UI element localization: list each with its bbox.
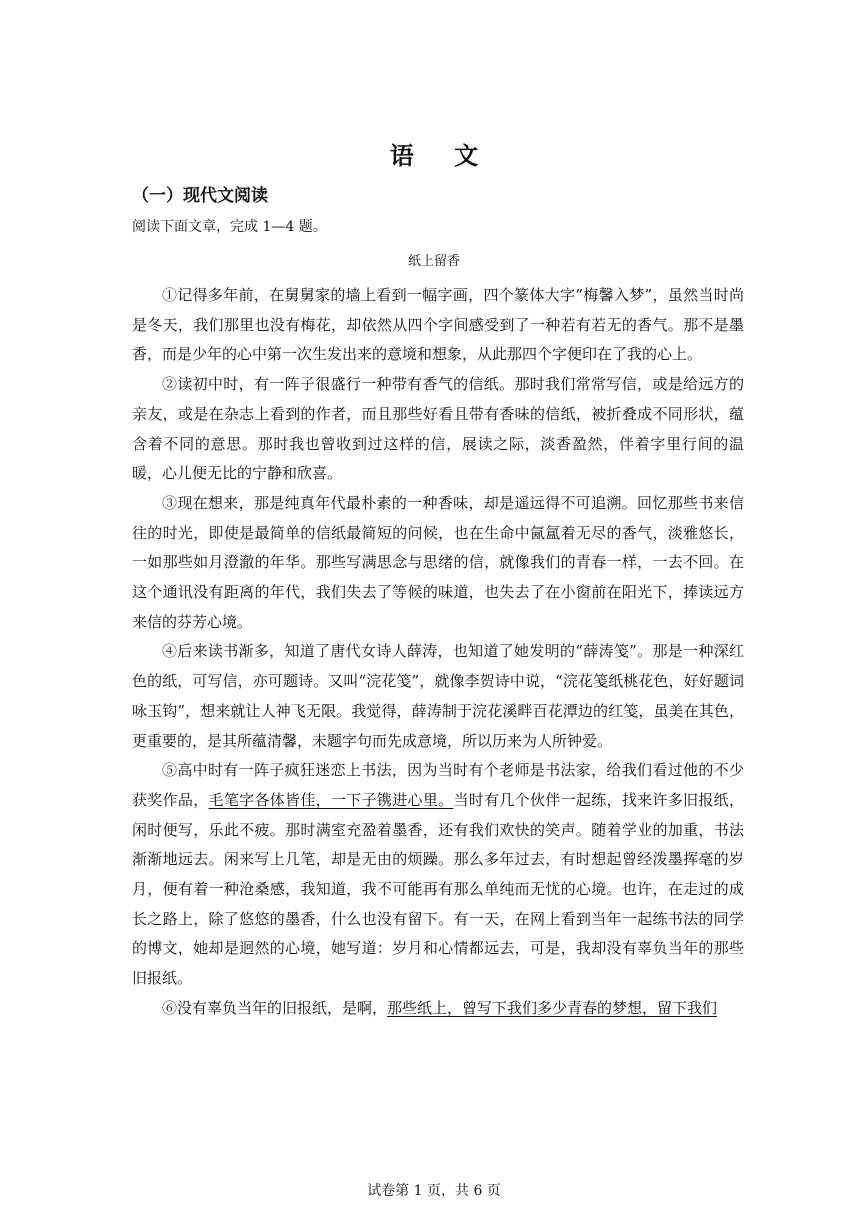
paragraph-6-underlined-sentence: 那些纸上，曾写下我们多少青春的梦想，留下我们 <box>387 998 718 1017</box>
reading-instructions: 阅读下面文章，完成 1—4 题。 <box>132 219 327 235</box>
paragraph-4: ④后来读书渐多，知道了唐代女诗人薛涛，也知道了她发明的“薛涛笺”。那是一种深红色的纸，可写信，亦可题诗。又叫“浣花笺”，就像李贺诗中说，“浣花笺纸桃花色，好好题词咏玉钩”，想来就让人神飞无限。我觉得，薛涛制于浣花溪畔百花潭边的红笺，虽美在其色，更重要的，是其所蕴清馨，未题字句而先成意境，所以历来为人所钟爱。 <box>132 642 744 750</box>
paragraph-5-text-before: ⑤高中时有一阵子疯狂迷恋上书法，因为当时有个老师是书法家，给我们看过他的不少获奖作品， <box>132 761 744 809</box>
paragraph-6 <box>132 994 744 1024</box>
article-title: 纸上留香 <box>407 254 460 269</box>
paragraph-5-text-after: 当时有几个伙伴一起练，找来许多旧报纸，闲时便写，乐此不疲。那时满室充盈着墨香，还有我们欢快的笑声。随着学业的加重，书法渐渐地远去。闲来写上几笔，却是无由的烦躁。那么多年过去，有时想起曾经泼墨挥毫的岁月，便有着一种沧桑感，我知道，我不可能再有那么单纯而无忧的心境。也许，在走过的成长之路上，除了悠悠的墨香，什么也没有留下。有一天，在网上看到当年一起练书法的同学的博文，她却是迥然的心境，她写道：岁月和心情都远去，可是，我却没有辜负当年的那些旧报纸。 <box>132 790 744 988</box>
page-footer: 试卷第 1 页，共 6 页 <box>367 1183 501 1199</box>
article-body <box>132 281 744 1024</box>
paragraph-6-text-before: ⑥没有辜负当年的旧报纸，是啊， <box>162 998 388 1017</box>
paragraph-5-underlined-sentence: 毛笔字各体皆佳，一下子镌进心里。 <box>208 790 454 809</box>
paragraph-3: ③现在想来，那是纯真年代最朴素的一种香味，却是遥远得不可追溯。回忆那些书来信往的时光，即使是最简单的信纸最简短的问候，也在生命中氤氲着无尽的香气，淡雅悠长，一如那些如月澄澈的年华。那些写满思念与思绪的信，就像我们的青春一样，一去不回。在这个通讯没有距离的年代，我们失去了等候的味道，也失去了在小窗前在阳光下，捧读远方来信的芬芳心境。 <box>132 493 744 631</box>
section-heading: （一）现代文阅读 <box>132 186 268 206</box>
page-title: 语 文 <box>389 141 495 170</box>
paragraph-2: ②读初中时，有一阵子很盛行一种带有香气的信纸。那时我们常常写信，或是给远方的亲友，或是在杂志上看到的作者，而且那些好看且带有香味的信纸，被折叠成不同形状，蕴含着不同的意思。那时我也曾收到过这样的信，展读之际，淡香盈然，伴着字里行间的温暖，心儿便无比的宁静和欣喜。 <box>132 375 744 483</box>
paragraph-5 <box>132 756 744 994</box>
paragraph-1: ①记得多年前，在舅舅家的墙上看到一幅字画，四个篆体大字“梅馨入梦”，虽然当时尚是冬天，我们那里也没有梅花，却依然从四个字间感受到了一种若有若无的香气。那不是墨香，而是少年的心中第一次生发出来的意境和想象，从此那四个字便印在了我的心上。 <box>132 286 744 364</box>
